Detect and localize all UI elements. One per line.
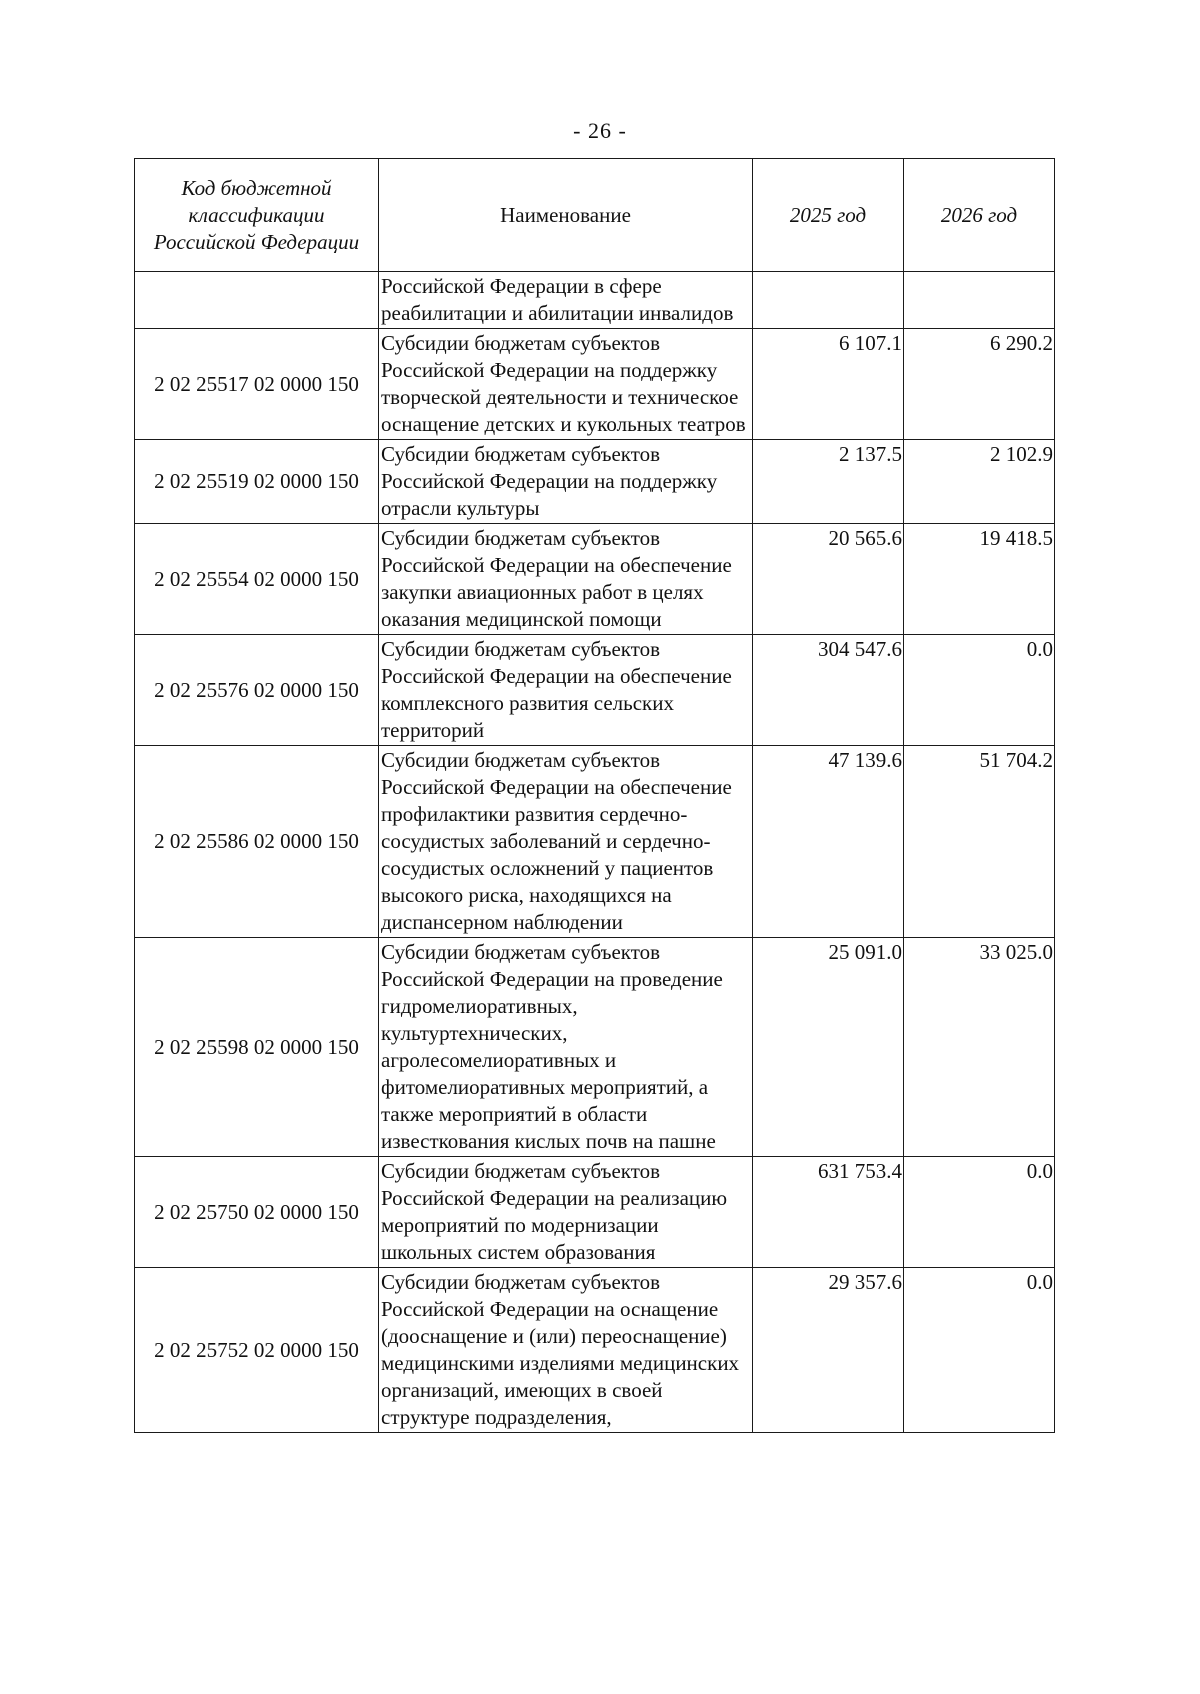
row-code: 2 02 25554 02 0000 150 — [135, 524, 379, 635]
row-name: Субсидии бюджетам субъектов Российской Федерации на обеспечение закупки авиационных работ в целях оказания медицинской помощи — [379, 524, 753, 635]
row-code: 2 02 25586 02 0000 150 — [135, 746, 379, 938]
row-value-2026: 0.0 — [904, 1268, 1055, 1433]
row-value-2026: 2 102.9 — [904, 440, 1055, 524]
table-row — [135, 938, 1055, 1157]
table-row — [135, 440, 1055, 524]
row-code: 2 02 25576 02 0000 150 — [135, 635, 379, 746]
row-value-2026: 19 418.5 — [904, 524, 1055, 635]
row-value-2026: 0.0 — [904, 635, 1055, 746]
header-year-2026: 2026 год — [904, 159, 1055, 272]
row-code: 2 02 25517 02 0000 150 — [135, 329, 379, 440]
row-name: Субсидии бюджетам субъектов Российской Федерации на проведение гидромелиоративных, культуртехнических, агролесомелиоративных и фитомелиоративных мероприятий, а также мероприятий в области известкования кислых почв на пашне — [379, 938, 753, 1157]
row-value-2025: 2 137.5 — [753, 440, 904, 524]
table-row — [135, 1268, 1055, 1433]
row-code — [135, 272, 379, 329]
table-row — [135, 329, 1055, 440]
row-value-2025: 304 547.6 — [753, 635, 904, 746]
row-value-2025: 25 091.0 — [753, 938, 904, 1157]
row-value-2025: 20 565.6 — [753, 524, 904, 635]
row-code: 2 02 25598 02 0000 150 — [135, 938, 379, 1157]
header-year-2025: 2025 год — [753, 159, 904, 272]
table-header-row — [135, 159, 1055, 272]
row-value-2025 — [753, 272, 904, 329]
row-name: Субсидии бюджетам субъектов Российской Федерации на оснащение (дооснащение и (или) переоснащение) медицинскими изделиями медицинских организаций, имеющих в своей структуре подразделения, — [379, 1268, 753, 1433]
row-value-2025: 6 107.1 — [753, 329, 904, 440]
row-code: 2 02 25750 02 0000 150 — [135, 1157, 379, 1268]
row-value-2026: 6 290.2 — [904, 329, 1055, 440]
header-code: Код бюджетной классификации Российской Федерации — [135, 159, 379, 272]
row-name: Субсидии бюджетам субъектов Российской Федерации на обеспечение профилактики развития сердечно-сосудистых заболеваний и сердечно-сосудистых осложнений у пациентов высокого риска, находящихся на диспансерном наблюдении — [379, 746, 753, 938]
table-row — [135, 1157, 1055, 1268]
table-row — [135, 746, 1055, 938]
row-name: Субсидии бюджетам субъектов Российской Федерации на реализацию мероприятий по модернизации школьных систем образования — [379, 1157, 753, 1268]
table-row — [135, 272, 1055, 329]
row-value-2025: 47 139.6 — [753, 746, 904, 938]
row-code: 2 02 25752 02 0000 150 — [135, 1268, 379, 1433]
row-name: Субсидии бюджетам субъектов Российской Федерации на обеспечение комплексного развития сельских территорий — [379, 635, 753, 746]
row-name: Субсидии бюджетам субъектов Российской Федерации на поддержку творческой деятельности и техническое оснащение детских и кукольных театров — [379, 329, 753, 440]
row-value-2026 — [904, 272, 1055, 329]
row-value-2026: 33 025.0 — [904, 938, 1055, 1157]
budget-table — [134, 158, 1055, 1433]
row-value-2025: 29 357.6 — [753, 1268, 904, 1433]
row-name: Российской Федерации в сфере реабилитации и абилитации инвалидов — [379, 272, 753, 329]
row-code: 2 02 25519 02 0000 150 — [135, 440, 379, 524]
table-row — [135, 524, 1055, 635]
page-number: - 26 - — [573, 118, 627, 143]
table-row — [135, 635, 1055, 746]
row-value-2026: 0.0 — [904, 1157, 1055, 1268]
row-name: Субсидии бюджетам субъектов Российской Федерации на поддержку отрасли культуры — [379, 440, 753, 524]
row-value-2026: 51 704.2 — [904, 746, 1055, 938]
header-name: Наименование — [379, 159, 753, 272]
row-value-2025: 631 753.4 — [753, 1157, 904, 1268]
